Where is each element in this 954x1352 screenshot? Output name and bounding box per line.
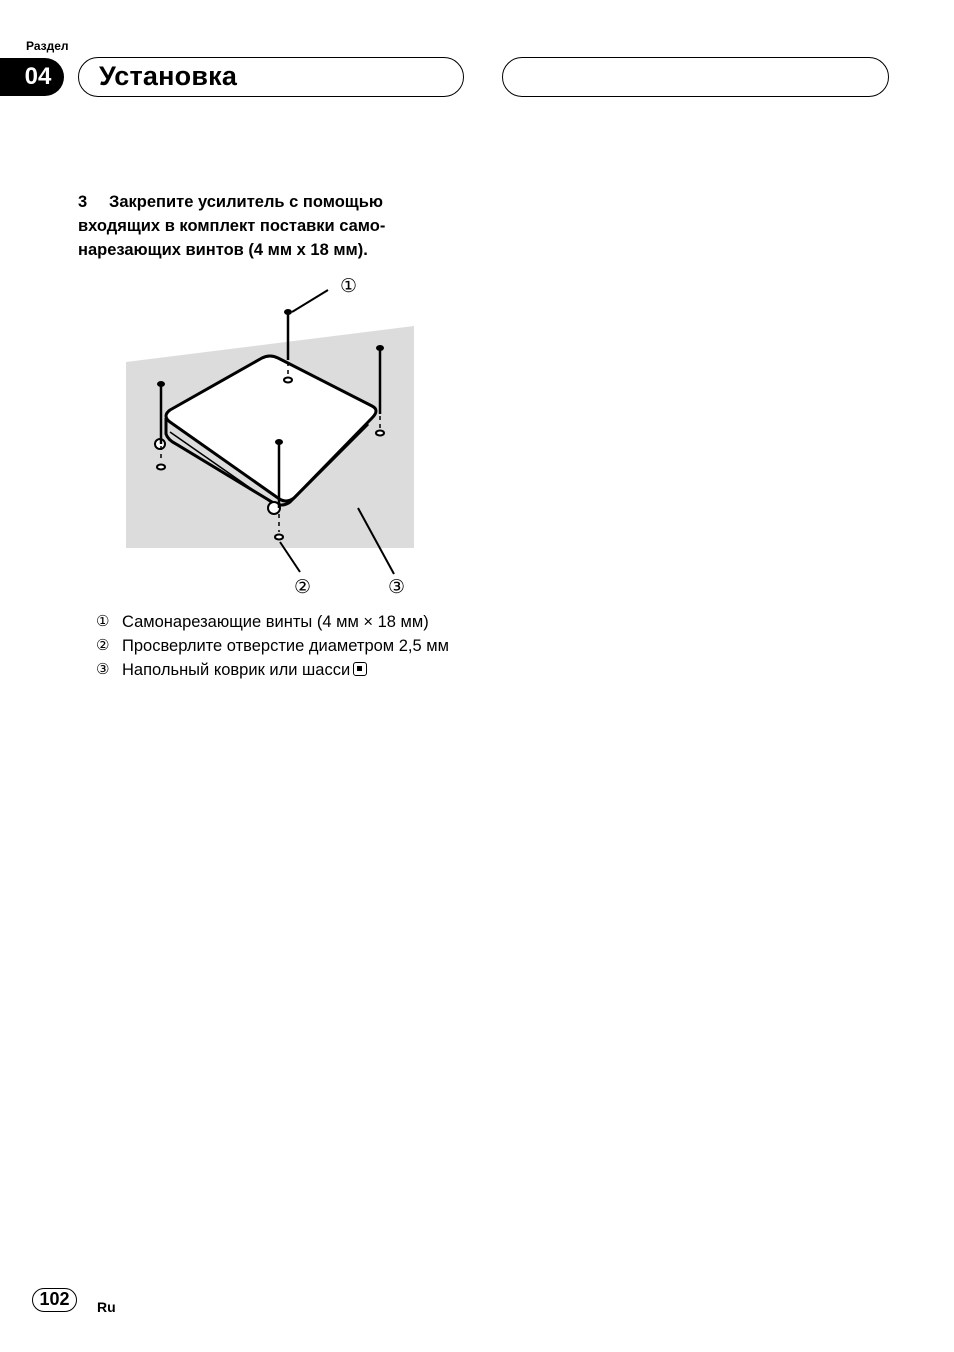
legend-marker: ③	[96, 661, 110, 678]
section-title: Установка	[99, 61, 238, 91]
legend-text: Самонарезающие винты (4 мм × 18 мм)	[122, 613, 429, 631]
section-number-badge: 04	[0, 58, 64, 96]
legend-text: Напольный коврик или шасси	[122, 661, 351, 679]
step-instruction	[78, 190, 458, 262]
amplifier-mounting-drawing	[110, 268, 430, 603]
legend-item-3	[96, 658, 466, 682]
legend-item-2	[96, 634, 466, 658]
legend-item-1	[96, 610, 466, 634]
language-code: Ru	[97, 1299, 116, 1315]
page-number: 102	[32, 1288, 77, 1312]
legend-marker: ①	[96, 613, 110, 630]
end-of-section-icon	[353, 662, 367, 676]
callout-2: ②	[294, 576, 312, 598]
empty-header-frame	[502, 57, 889, 97]
callout-1: ①	[340, 275, 358, 297]
section-title-frame	[78, 57, 464, 97]
figure-legend	[96, 610, 466, 682]
step-number: 3	[78, 193, 88, 211]
callout-3: ③	[388, 576, 406, 598]
step-text: Закрепите усилитель с помощью входящих в комплект поставки само-нарезающих винтов (4 мм x 18 мм).	[78, 193, 386, 259]
section-label: Раздел	[26, 39, 69, 53]
legend-text: Просверлите отверстие диаметром 2,5 мм	[122, 637, 449, 655]
legend-marker: ②	[96, 637, 110, 654]
installation-illustration	[110, 268, 430, 603]
